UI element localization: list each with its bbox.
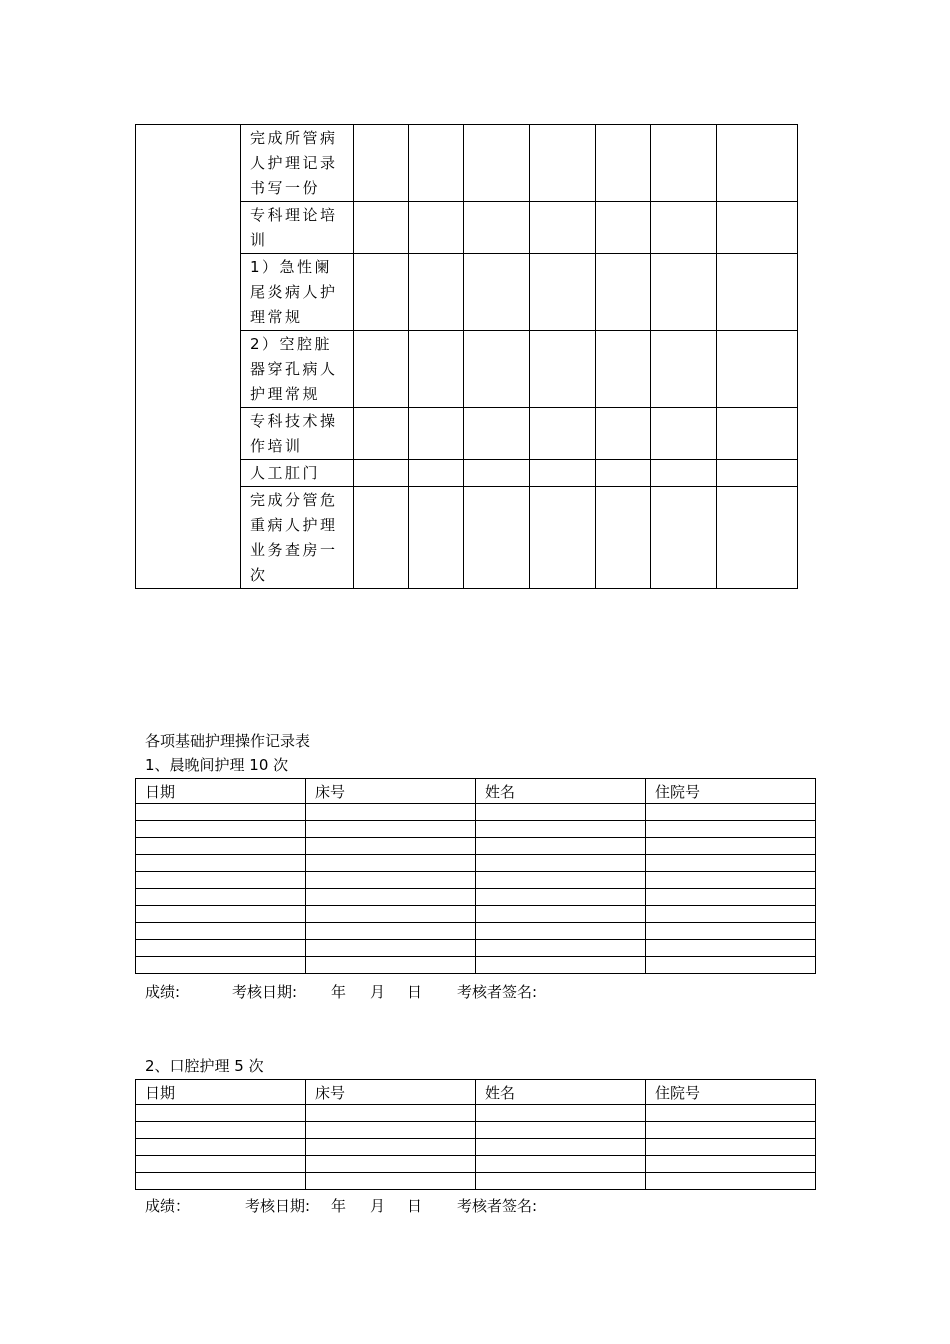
table-row [136,821,816,838]
table-row [136,838,816,855]
table-row [136,1105,816,1122]
score-label: 成绩: [145,983,181,1001]
exam-date-label: 考核日期: [232,983,298,1001]
table-header-row [136,779,816,804]
section2-title: 2、口腔护理 5 次 [145,1057,264,1075]
training-item: 专科技术操作培训 [241,408,354,460]
day-label: 日 [407,983,423,1001]
header-bed: 床号 [306,779,476,804]
training-item: 1）急性阑尾炎病人护理常规 [241,254,354,331]
examiner-signature-label: 考核者签名: [457,1197,538,1215]
table-row [136,1139,816,1156]
record-title: 各项基础护理操作记录表 [145,732,311,750]
table-row [136,1122,816,1139]
section2-table [135,1079,816,1190]
section1-table [135,778,816,974]
day-label: 日 [407,1197,423,1215]
header-date: 日期 [136,779,306,804]
year-label: 年 [331,1197,347,1215]
section2-footer [0,1197,950,1217]
table-row [136,855,816,872]
table-row [136,906,816,923]
header-name: 姓名 [476,1080,646,1105]
header-date: 日期 [136,1080,306,1105]
table-header-row [136,1080,816,1105]
month-label: 月 [370,983,386,1001]
training-item: 完成分管危重病人护理业务查房一次 [241,487,354,589]
table-row [136,957,816,974]
training-item: 专科理论培训 [241,202,354,254]
table-row [136,940,816,957]
training-item: 2）空腔脏器穿孔病人护理常规 [241,331,354,408]
training-item: 人工肛门 [241,460,354,487]
table-row [136,872,816,889]
table-row [136,889,816,906]
section1-footer [0,983,950,1003]
table-row [136,125,798,202]
table-row [136,1173,816,1190]
header-bed: 床号 [306,1080,476,1105]
training-item: 完成所管病人护理记录书写一份 [241,125,354,202]
header-admission-no: 住院号 [646,1080,816,1105]
year-label: 年 [331,983,347,1001]
header-name: 姓名 [476,779,646,804]
examiner-signature-label: 考核者签名: [457,983,538,1001]
month-label: 月 [370,1197,386,1215]
category-cell [136,125,241,589]
training-table [135,124,798,589]
header-admission-no: 住院号 [646,779,816,804]
score-label: 成绩： [145,1197,191,1215]
table-row [136,804,816,821]
table-row [136,923,816,940]
section1-title: 1、晨晚间护理 10 次 [145,756,289,774]
table-row [136,1156,816,1173]
exam-date-label: 考核日期: [245,1197,311,1215]
